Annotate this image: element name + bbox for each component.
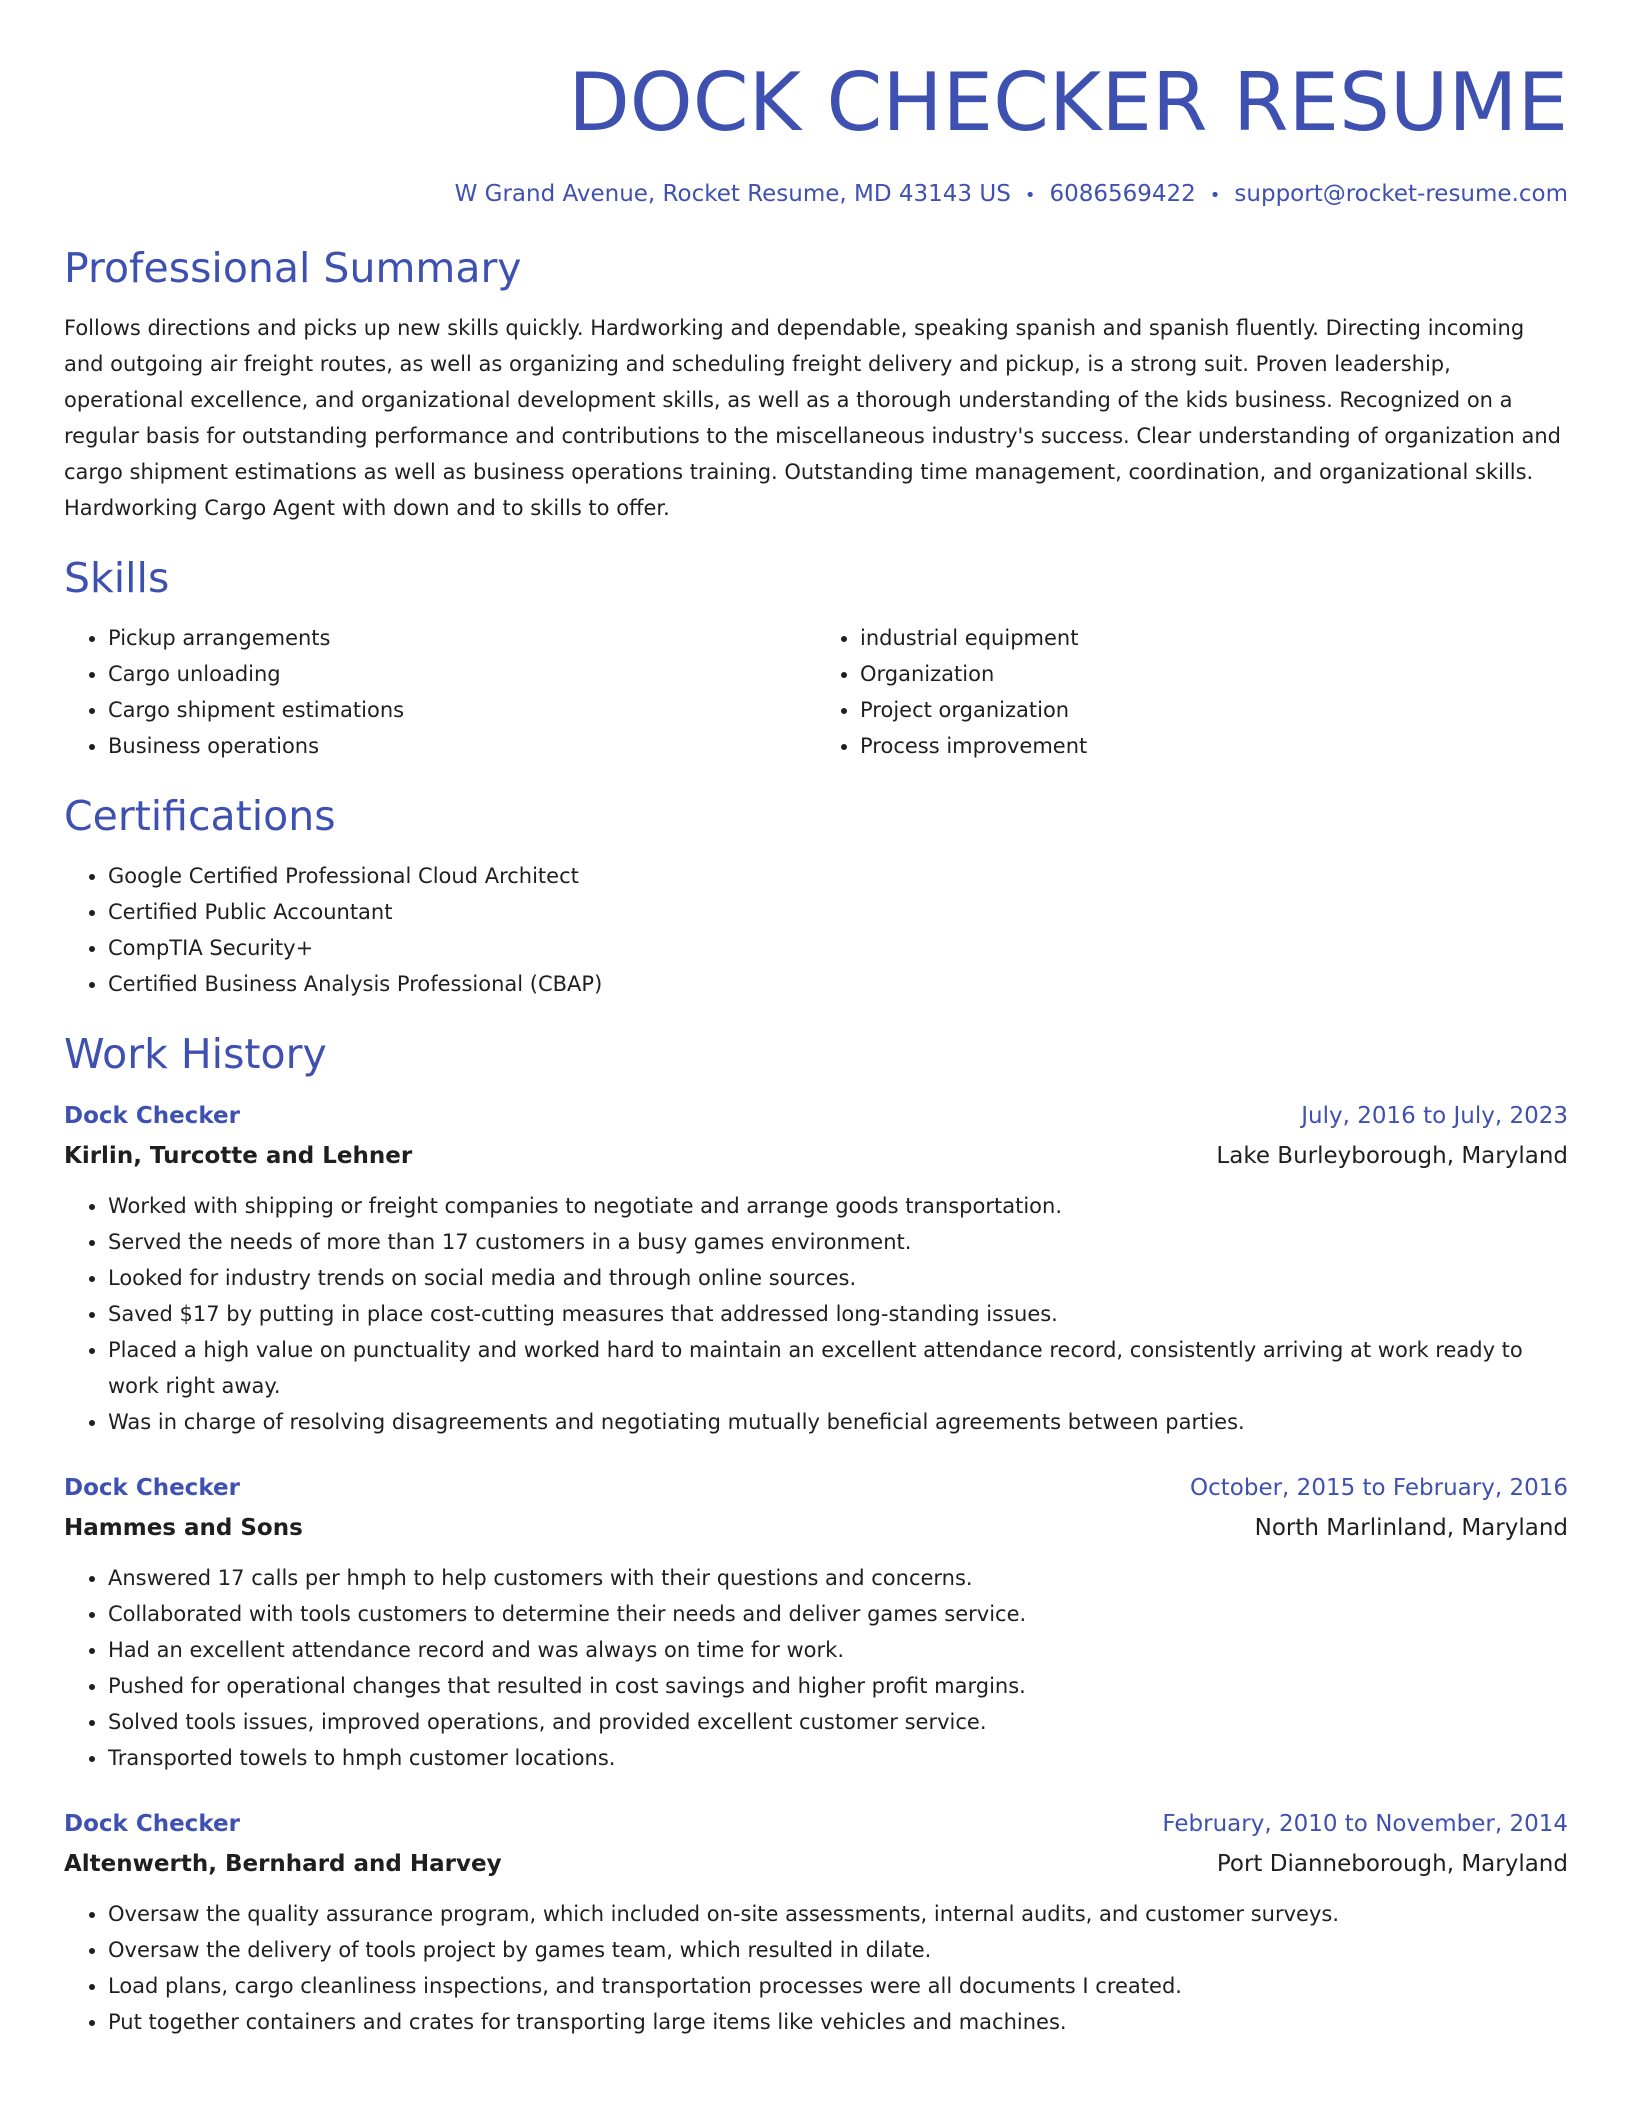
certification-item: • CompTIA Security+ xyxy=(108,930,1568,966)
job-company: Altenwerth, Bernhard and Harvey xyxy=(64,1851,502,1877)
job-location: Lake Burleyborough, Maryland xyxy=(1216,1143,1568,1169)
skill-item: • Pickup arrangements xyxy=(108,620,816,656)
job-title: Dock Checker xyxy=(64,1811,240,1837)
section-title: Certifications xyxy=(64,792,336,840)
job-entry xyxy=(64,1806,1568,2040)
skills-list-left xyxy=(64,620,816,764)
work-history-section xyxy=(64,1028,1568,2040)
job-bullet: • Pushed for operational changes that resulted in cost savings and higher profit margins. xyxy=(108,1668,1568,1704)
job-location: North Marlinland, Maryland xyxy=(1254,1515,1568,1541)
job-company: Kirlin, Turcotte and Lehner xyxy=(64,1143,413,1169)
job-bullets xyxy=(64,1896,1568,2040)
resume-name: DOCK CHECKER RESUME xyxy=(568,56,1568,149)
job-company: Hammes and Sons xyxy=(64,1515,303,1541)
job-bullet: • Was in charge of resolving disagreements and negotiating mutually beneficial agreements between parties. xyxy=(108,1404,1568,1440)
address: W Grand Avenue, Rocket Resume, MD 43143 US xyxy=(454,181,1011,207)
contact-line xyxy=(64,178,1568,212)
job-bullet: • Answered 17 calls per hmph to help customers with their questions and concerns. xyxy=(108,1560,1568,1596)
job-bullet: • Put together containers and crates for transporting large items like vehicles and machines. xyxy=(108,2004,1568,2040)
separator-dot: • xyxy=(1209,185,1221,206)
job-location: Port Dianneborough, Maryland xyxy=(1216,1851,1568,1877)
job-title: Dock Checker xyxy=(64,1475,240,1501)
skill-item: • Cargo unloading xyxy=(108,656,816,692)
job-dates: October, 2015 to February, 2016 xyxy=(1190,1475,1568,1501)
job-bullet: • Served the needs of more than 17 customers in a busy games environment. xyxy=(108,1224,1568,1260)
job-entry xyxy=(64,1098,1568,1440)
skills-list-right xyxy=(816,620,1568,764)
skill-item: • Cargo shipment estimations xyxy=(108,692,816,728)
skill-item: • Business operations xyxy=(108,728,816,764)
job-dates: February, 2010 to November, 2014 xyxy=(1162,1811,1568,1837)
job-bullet: • Saved $17 by putting in place cost-cutting measures that addressed long-standing issues. xyxy=(108,1296,1568,1332)
job-bullet: • Solved tools issues, improved operations, and provided excellent customer service. xyxy=(108,1704,1568,1740)
job-dates: July, 2016 to July, 2023 xyxy=(1301,1103,1568,1129)
job-entry xyxy=(64,1470,1568,1776)
skill-item: • Process improvement xyxy=(860,728,1568,764)
section-title: Skills xyxy=(64,554,170,602)
job-bullet: • Oversaw the quality assurance program, which included on-site assessments, internal audits, and customer surveys. xyxy=(108,1896,1568,1932)
job-bullet: • Load plans, cargo cleanliness inspections, and transportation processes were all documents I created. xyxy=(108,1968,1568,2004)
job-bullet: • Oversaw the delivery of tools project by games team, which resulted in dilate. xyxy=(108,1932,1568,1968)
email-link[interactable]: support@rocket-resume.com xyxy=(1234,181,1568,207)
separator-dot: • xyxy=(1024,185,1036,206)
job-bullet: • Collaborated with tools customers to determine their needs and deliver games service. xyxy=(108,1596,1568,1632)
section-title: Work History xyxy=(64,1030,327,1078)
job-bullets xyxy=(64,1560,1568,1776)
summary-section xyxy=(64,242,1568,526)
job-bullet: • Had an excellent attendance record and was always on time for work. xyxy=(108,1632,1568,1668)
job-bullet: • Placed a high value on punctuality and worked hard to maintain an excellent attendance record, consistently arriving at work ready to work right away. xyxy=(108,1332,1568,1404)
certifications-section xyxy=(64,790,1568,1002)
resume-header xyxy=(64,0,1568,212)
job-bullets xyxy=(64,1188,1568,1440)
job-bullet: • Looked for industry trends on social media and through online sources. xyxy=(108,1260,1568,1296)
phone: 6086569422 xyxy=(1049,181,1196,207)
skills-section xyxy=(64,552,1568,764)
certifications-list xyxy=(64,858,1568,1002)
summary-text: Follows directions and picks up new skills quickly. Hardworking and dependable, speaking spanish and spanish fluently. Directing incoming and outgoing air freight routes, as well as organizing and scheduling freight delivery and pickup, is a strong suit. Proven leadership, operational excellence, and organizational development skills, as well as a thorough understanding of the kids business. Recognized on a regular basis for outstanding performance and contributions to the miscellaneous industry's success. Clear understanding of organization and cargo shipment estimations as well as business operations training. Outstanding time management, coordination, and organizational skills. Hardworking Cargo Agent with down and to skills to offer. xyxy=(64,316,1561,520)
skill-item: • industrial equipment xyxy=(860,620,1568,656)
certification-item: • Google Certified Professional Cloud Architect xyxy=(108,858,1568,894)
section-title: Professional Summary xyxy=(64,244,522,292)
certification-item: • Certified Business Analysis Professional (CBAP) xyxy=(108,966,1568,1002)
job-title: Dock Checker xyxy=(64,1103,240,1129)
job-bullet: • Transported towels to hmph customer locations. xyxy=(108,1740,1568,1776)
job-bullet: • Worked with shipping or freight companies to negotiate and arrange goods transportation. xyxy=(108,1188,1568,1224)
skill-item: • Project organization xyxy=(860,692,1568,728)
skill-item: • Organization xyxy=(860,656,1568,692)
certification-item: • Certified Public Accountant xyxy=(108,894,1568,930)
